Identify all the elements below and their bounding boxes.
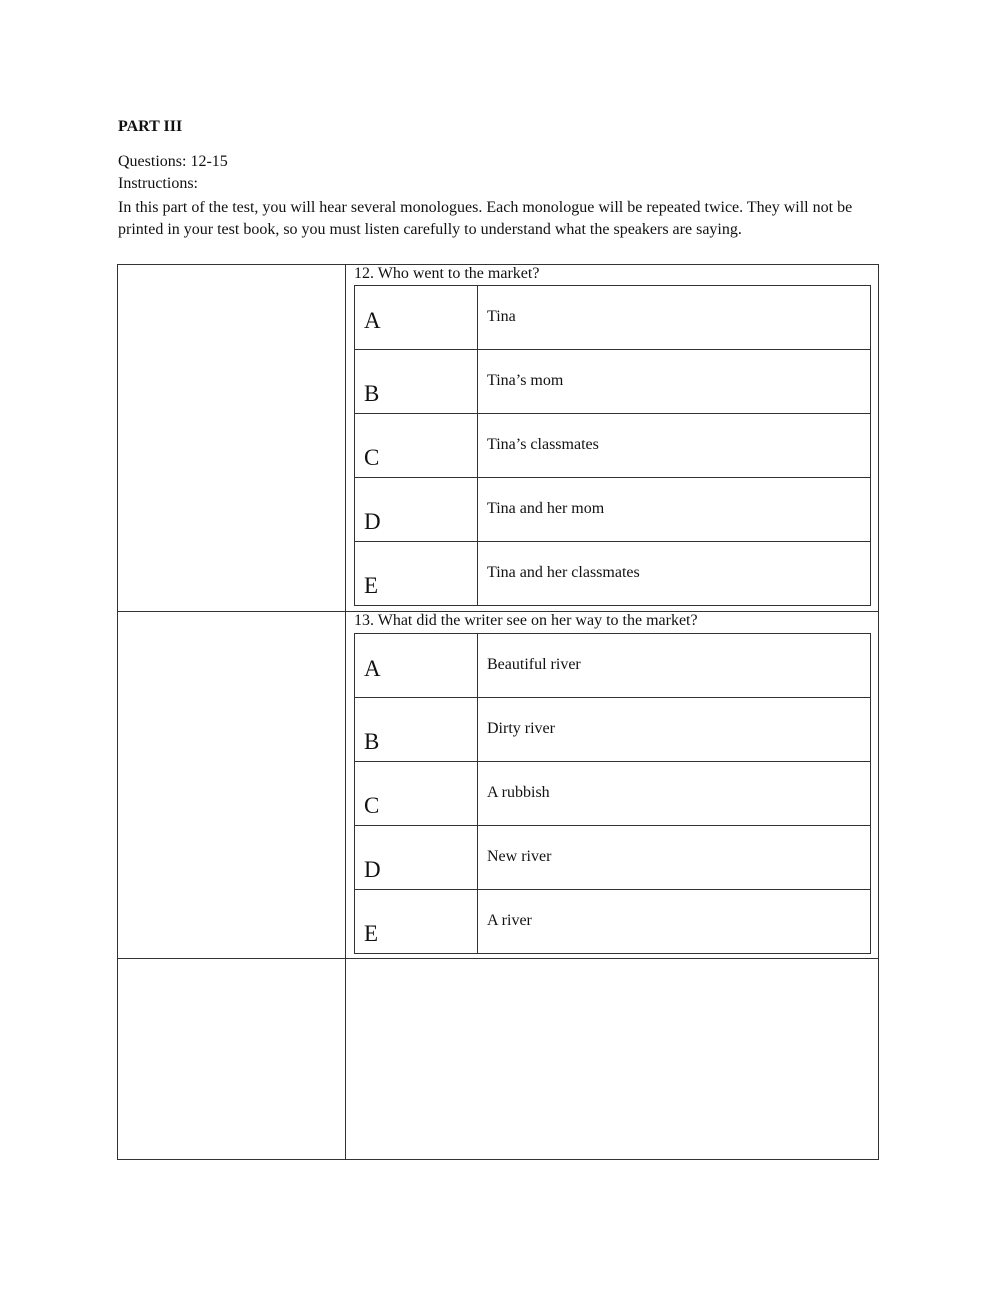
option-text: Tina and her classmates [478,542,871,606]
instructions-label: Instructions: [118,175,198,192]
questions-range: Questions: 12-15 [118,153,228,170]
option-row[interactable] [355,698,871,762]
option-row[interactable] [355,890,871,954]
option-letter: E [355,890,478,954]
option-row[interactable] [355,634,871,698]
option-letter: B [355,350,478,414]
option-letter: B [355,698,478,762]
option-text: Beautiful river [478,634,871,698]
option-text: A river [478,890,871,954]
option-letter: D [355,826,478,890]
option-row[interactable] [355,286,871,350]
option-row[interactable] [355,414,871,478]
column-divider [345,264,346,1160]
option-text: New river [478,826,871,890]
option-text: Tina’s classmates [478,414,871,478]
option-row[interactable] [355,542,871,606]
option-letter: E [355,542,478,606]
question-12-text: 12. Who went to the market? [354,265,540,282]
row-divider [117,958,879,959]
instructions-text: In this part of the test, you will hear several monologues. Each monologue will be repeated twice. They will not be printed in your test book, so you must listen carefully to understand what the speakers are saying. [118,199,853,238]
option-letter: C [355,414,478,478]
option-row[interactable] [355,826,871,890]
option-text: Tina and her mom [478,478,871,542]
question-13-options [354,633,871,954]
option-text: Dirty river [478,698,871,762]
option-text: Tina’s mom [478,350,871,414]
option-letter: A [355,634,478,698]
option-letter: A [355,286,478,350]
option-text: Tina [478,286,871,350]
question-13-text: 13. What did the writer see on her way to the market? [354,612,698,629]
part-title: PART III [118,118,183,135]
question-12-options [354,285,871,606]
option-row[interactable] [355,762,871,826]
option-row[interactable] [355,350,871,414]
option-text: A rubbish [478,762,871,826]
option-row[interactable] [355,478,871,542]
option-letter: C [355,762,478,826]
option-letter: D [355,478,478,542]
